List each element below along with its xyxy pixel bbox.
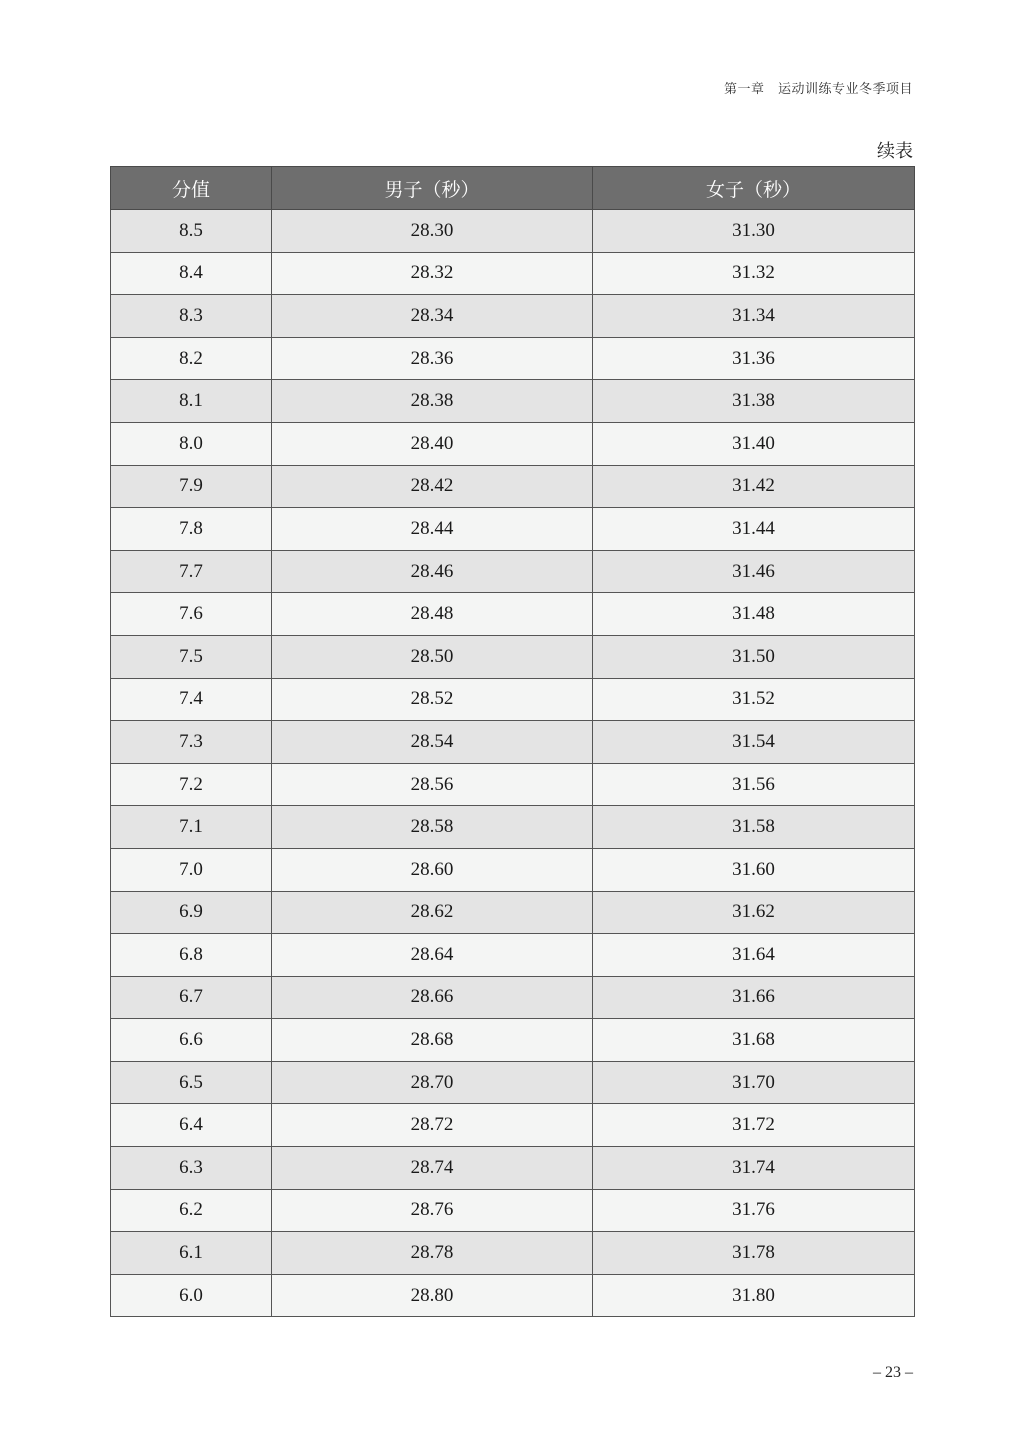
women-time-cell: 31.40 xyxy=(593,422,915,465)
score-cell: 6.3 xyxy=(111,1147,272,1190)
score-cell: 6.0 xyxy=(111,1274,272,1317)
men-time-cell: 28.40 xyxy=(272,422,593,465)
table-row xyxy=(111,1061,915,1104)
men-time-cell: 28.56 xyxy=(272,763,593,806)
men-time-cell: 28.60 xyxy=(272,848,593,891)
women-time-cell: 31.64 xyxy=(593,934,915,977)
column-header-men: 男子（秒） xyxy=(272,167,593,210)
table-row xyxy=(111,934,915,977)
men-time-cell: 28.62 xyxy=(272,891,593,934)
table-row xyxy=(111,508,915,551)
score-cell: 8.0 xyxy=(111,422,272,465)
table-row xyxy=(111,422,915,465)
men-time-cell: 28.44 xyxy=(272,508,593,551)
women-time-cell: 31.58 xyxy=(593,806,915,849)
women-time-cell: 31.50 xyxy=(593,635,915,678)
table-row xyxy=(111,976,915,1019)
women-time-cell: 31.68 xyxy=(593,1019,915,1062)
men-time-cell: 28.46 xyxy=(272,550,593,593)
women-time-cell: 31.70 xyxy=(593,1061,915,1104)
table-row xyxy=(111,635,915,678)
score-cell: 6.1 xyxy=(111,1232,272,1275)
women-time-cell: 31.66 xyxy=(593,976,915,1019)
score-cell: 8.3 xyxy=(111,295,272,338)
women-time-cell: 31.56 xyxy=(593,763,915,806)
score-cell: 7.9 xyxy=(111,465,272,508)
score-cell: 8.5 xyxy=(111,210,272,253)
table-row xyxy=(111,1189,915,1232)
score-cell: 8.4 xyxy=(111,252,272,295)
women-time-cell: 31.34 xyxy=(593,295,915,338)
women-time-cell: 31.78 xyxy=(593,1232,915,1275)
table-header-row xyxy=(111,167,915,210)
men-time-cell: 28.74 xyxy=(272,1147,593,1190)
men-time-cell: 28.34 xyxy=(272,295,593,338)
women-time-cell: 31.36 xyxy=(593,337,915,380)
score-cell: 6.4 xyxy=(111,1104,272,1147)
score-cell: 6.6 xyxy=(111,1019,272,1062)
page-number: – 23 – xyxy=(873,1364,913,1381)
table-row xyxy=(111,1104,915,1147)
women-time-cell: 31.76 xyxy=(593,1189,915,1232)
table-body xyxy=(111,210,915,1317)
men-time-cell: 28.80 xyxy=(272,1274,593,1317)
table-row xyxy=(111,295,915,338)
table-row xyxy=(111,1147,915,1190)
table-row xyxy=(111,380,915,423)
women-time-cell: 31.80 xyxy=(593,1274,915,1317)
score-cell: 7.1 xyxy=(111,806,272,849)
table-row xyxy=(111,1274,915,1317)
table-row xyxy=(111,763,915,806)
women-time-cell: 31.32 xyxy=(593,252,915,295)
score-cell: 7.5 xyxy=(111,635,272,678)
table-continued-label: 续表 xyxy=(877,141,913,162)
table-row xyxy=(111,593,915,636)
men-time-cell: 28.52 xyxy=(272,678,593,721)
women-time-cell: 31.38 xyxy=(593,380,915,423)
men-time-cell: 28.42 xyxy=(272,465,593,508)
men-time-cell: 28.64 xyxy=(272,934,593,977)
table-row xyxy=(111,337,915,380)
women-time-cell: 31.52 xyxy=(593,678,915,721)
women-time-cell: 31.30 xyxy=(593,210,915,253)
men-time-cell: 28.70 xyxy=(272,1061,593,1104)
table-header xyxy=(111,167,915,210)
men-time-cell: 28.76 xyxy=(272,1189,593,1232)
women-time-cell: 31.42 xyxy=(593,465,915,508)
score-cell: 7.3 xyxy=(111,721,272,764)
score-cell: 7.0 xyxy=(111,848,272,891)
men-time-cell: 28.66 xyxy=(272,976,593,1019)
women-time-cell: 31.54 xyxy=(593,721,915,764)
men-time-cell: 28.78 xyxy=(272,1232,593,1275)
score-cell: 6.7 xyxy=(111,976,272,1019)
women-time-cell: 31.46 xyxy=(593,550,915,593)
table-row xyxy=(111,848,915,891)
score-cell: 6.8 xyxy=(111,934,272,977)
women-time-cell: 31.72 xyxy=(593,1104,915,1147)
table-row xyxy=(111,1019,915,1062)
table-row xyxy=(111,252,915,295)
men-time-cell: 28.36 xyxy=(272,337,593,380)
men-time-cell: 28.32 xyxy=(272,252,593,295)
table-row xyxy=(111,1232,915,1275)
men-time-cell: 28.38 xyxy=(272,380,593,423)
score-cell: 6.2 xyxy=(111,1189,272,1232)
table-row xyxy=(111,806,915,849)
men-time-cell: 28.54 xyxy=(272,721,593,764)
score-cell: 6.5 xyxy=(111,1061,272,1104)
men-time-cell: 28.48 xyxy=(272,593,593,636)
column-header-women: 女子（秒） xyxy=(593,167,915,210)
women-time-cell: 31.48 xyxy=(593,593,915,636)
men-time-cell: 28.72 xyxy=(272,1104,593,1147)
score-table xyxy=(110,166,915,1317)
women-time-cell: 31.62 xyxy=(593,891,915,934)
score-cell: 8.2 xyxy=(111,337,272,380)
women-time-cell: 31.74 xyxy=(593,1147,915,1190)
table-row xyxy=(111,550,915,593)
table-row xyxy=(111,678,915,721)
score-cell: 7.8 xyxy=(111,508,272,551)
table-row xyxy=(111,721,915,764)
score-cell: 8.1 xyxy=(111,380,272,423)
score-cell: 7.4 xyxy=(111,678,272,721)
men-time-cell: 28.50 xyxy=(272,635,593,678)
score-cell: 6.9 xyxy=(111,891,272,934)
table-row xyxy=(111,891,915,934)
men-time-cell: 28.68 xyxy=(272,1019,593,1062)
women-time-cell: 31.44 xyxy=(593,508,915,551)
score-cell: 7.6 xyxy=(111,593,272,636)
men-time-cell: 28.30 xyxy=(272,210,593,253)
women-time-cell: 31.60 xyxy=(593,848,915,891)
column-header-score: 分值 xyxy=(111,167,272,210)
table-row xyxy=(111,210,915,253)
score-cell: 7.7 xyxy=(111,550,272,593)
running-header: 第一章 运动训练专业冬季项目 xyxy=(723,82,913,97)
score-cell: 7.2 xyxy=(111,763,272,806)
men-time-cell: 28.58 xyxy=(272,806,593,849)
table-row xyxy=(111,465,915,508)
